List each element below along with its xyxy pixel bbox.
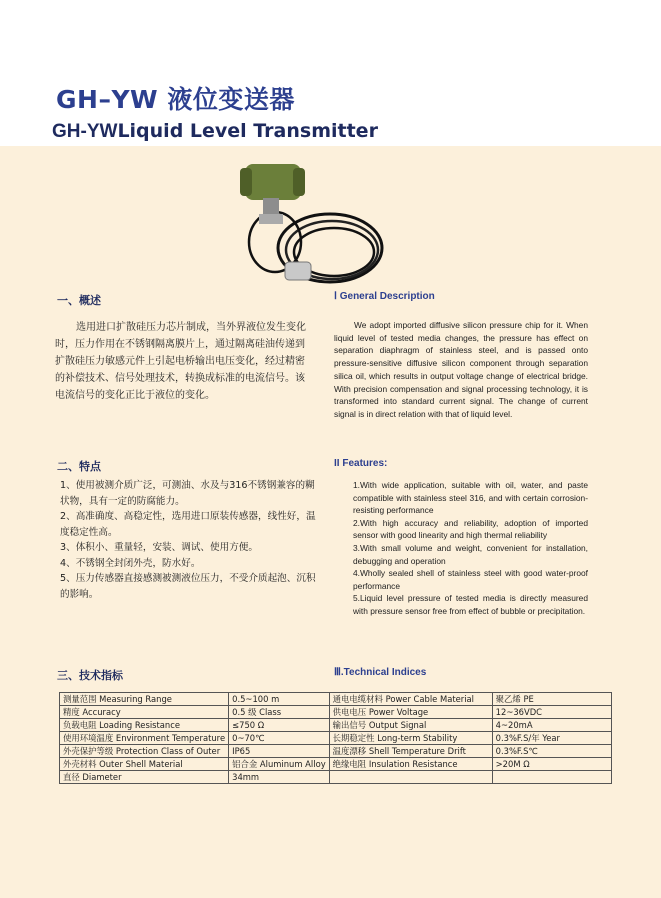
feature-item-en: 2.With high accuracy and reliability, adoption of imported sensor with good linearity and high thermal reliability [353, 517, 588, 541]
section1-text-cn: 选用进口扩散硅压力芯片制成，当外界液位发生变化时，压力作用在不锈钢隔离膜片上，通过隔离硅油传递到扩散硅压力敏感元件上引起电桥输出电压变化，经过精密的补偿技术、信号处理技术，转换成标准的电流信号。该电流信号的变化正比于液位的变化。 [55, 322, 306, 401]
section3-heading-cn: 三、技术指标 [57, 669, 123, 682]
spec-value: 0.3%F.S℃ [492, 745, 611, 758]
feature-item-cn: 3、体积小、重量轻，安装、调试、使用方便。 [60, 542, 258, 553]
spec-label: 精度 Accuracy [60, 706, 229, 719]
section2-heading-en: II Features: [334, 458, 388, 469]
spec-label: 长期稳定性 Long-term Stability [329, 732, 492, 745]
table-row [60, 732, 612, 745]
spec-label: 输出信号 Output Signal [329, 719, 492, 732]
spec-label: 绝缘电阻 Insulation Resistance [329, 758, 492, 771]
section3-heading-en: Ⅲ.Technical Indices [334, 667, 427, 678]
spec-value: 12~36VDC [492, 706, 611, 719]
feature-item-cn: 5、压力传感器直接感测被测液位压力，不受介质起泡、沉积的影响。 [60, 573, 316, 600]
spec-label: 负载电阻 Loading Resistance [60, 719, 229, 732]
feature-item-en: 5.Liquid level pressure of tested media is directly measured with pressure sensor free from effect of bubble or precipitation. [353, 593, 588, 616]
transmitter-cap-left [240, 168, 252, 196]
transmitter-housing [245, 164, 301, 200]
spec-label: 外壳保护等级 Protection Class of Outer [60, 745, 229, 758]
spec-value: 0.5~100 m [229, 693, 330, 706]
section1-heading-en: Ⅰ General Description [334, 291, 435, 302]
section2-heading-cn: 二、特点 [57, 460, 101, 473]
spec-label: 测量范围 Measuring Range [60, 693, 229, 706]
spec-value: ≤750 Ω [229, 719, 330, 732]
title-english-prefix: GH-YW [52, 121, 118, 142]
feature-item-cn: 2、高准确度、高稳定性，选用进口原装传感器，线性好，温度稳定性高。 [60, 511, 316, 538]
feature-item-en: 3.With small volume and weight, convenient for installation, debugging and operation [353, 542, 588, 566]
spec-label: 外壳材料 Outer Shell Material [60, 758, 229, 771]
spec-value: 铝合金 Aluminum Alloy [229, 758, 330, 771]
spec-label: 温度漂移 Shell Temperature Drift [329, 745, 492, 758]
spec-label [329, 771, 492, 784]
features-list-cn [60, 478, 322, 602]
spec-value: 0.3%F.S/年 Year [492, 732, 611, 745]
spec-value: 0~70℃ [229, 732, 330, 745]
spec-value: >20M Ω [492, 758, 611, 771]
title-english [52, 120, 378, 143]
spec-value: 聚乙烯 PE [492, 693, 611, 706]
spec-value: IP65 [229, 745, 330, 758]
product-image [235, 158, 385, 290]
spec-label: 直径 Diameter [60, 771, 229, 784]
section1-heading-cn: 一、概述 [57, 294, 101, 307]
table-row [60, 758, 612, 771]
feature-item-en: 4.Wholly sealed shell of stainless steel with good water-proof performance [353, 568, 588, 591]
feature-item-cn: 1、使用被测介质广泛，可测油、水及与316不锈钢兼容的糊状物，具有一定的防腐能力。 [60, 480, 315, 507]
spec-value: 0.5 级 Class [229, 706, 330, 719]
probe-body [285, 262, 311, 280]
spec-table [59, 692, 612, 784]
table-row [60, 771, 612, 784]
table-row [60, 706, 612, 719]
section1-text-en: We adopt imported diffusive silicon pressure chip for it. When liquid level of tested media changes, the pressure has effect on separation diaphragm of stainless steel, and is passed onto pressure-sensitive diffusive silicon component through separation silica oil, which results in output voltage change of electrical bridge. With precision compensation and signal processing technology, it is transformed into standard current signal. The change of current signal is in direct relation with that of liquid level. [334, 320, 588, 419]
table-row [60, 745, 612, 758]
transmitter-nut [259, 214, 283, 224]
spec-label: 供电电压 Power Voltage [329, 706, 492, 719]
spec-label: 通电电缆材料 Power Cable Material [329, 693, 492, 706]
title-english-text: Liquid Level Transmitter [117, 120, 378, 142]
features-list-en [353, 479, 588, 618]
title-chinese: GH–YW 液位变送器 [56, 85, 295, 114]
page-header [0, 0, 661, 146]
table-row [60, 693, 612, 706]
table-row [60, 719, 612, 732]
transmitter-cap-right [293, 168, 305, 196]
spec-value [492, 771, 611, 784]
spec-value: 34mm [229, 771, 330, 784]
feature-item-en: 1.With wide application, suitable with oil, water, and paste compatible with stainless steel 316, and with certain corrosion-resisting performance [353, 480, 588, 516]
feature-item-cn: 4、不锈钢全封闭外壳，防水好。 [60, 557, 201, 569]
spec-label: 使用环境温度 Environment Temperature [60, 732, 229, 745]
spec-value: 4~20mA [492, 719, 611, 732]
